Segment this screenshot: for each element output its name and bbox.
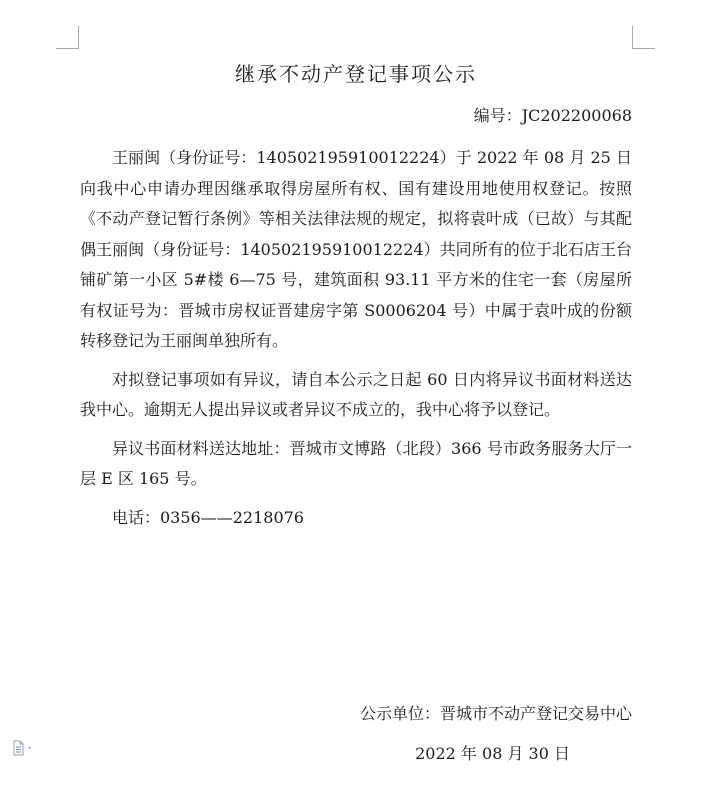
page-corner-top-left (56, 26, 79, 49)
paragraph-objection: 对拟登记事项如有异议，请自本公示之日起 60 日内将异议书面材料送达我中心。逾期无人提出异议或者异议不成立的，我中心将予以登记。 (80, 369, 632, 419)
paragraph-main: 王丽闽（身份证号：140502195910012224）于 2022 年 08 月 25 日向我中心申请办理因继承取得房屋所有权、国有建设用地使用权登记。按照《不动产登记暂行条例》等相关法律法规的规定，拟将袁叶成（已故）与其配偶王丽闽（身份证号：140502195910012224）共同所有的位于北石店王台铺矿第一小区 5#楼 6—75 号，建筑面积 93.11 平方米的住宅一套（房屋所有权证号为：晋城市房权证晋建房字第 S0006204 号）中属于袁叶成的份额转移登记为王丽闽单独所有。 (80, 148, 632, 350)
document-title: 继承不动产登记事项公示 (235, 62, 477, 86)
document-code: 编号：JC202200068 (473, 106, 632, 125)
publish-date: 2022 年 08 月 30 日 (415, 744, 570, 763)
document-body (80, 143, 632, 533)
paragraph-address: 异议书面材料送达地址：晋城市文博路（北段）366 号市政务服务大厅一层 E 区 165 号。 (80, 438, 632, 488)
publisher-unit: 公示单位：晋城市不动产登记交易中心 (359, 704, 632, 723)
document-icon[interactable] (12, 740, 36, 756)
page-corner-top-right (632, 26, 655, 49)
paragraph-phone: 电话：0356——2218076 (112, 507, 304, 527)
